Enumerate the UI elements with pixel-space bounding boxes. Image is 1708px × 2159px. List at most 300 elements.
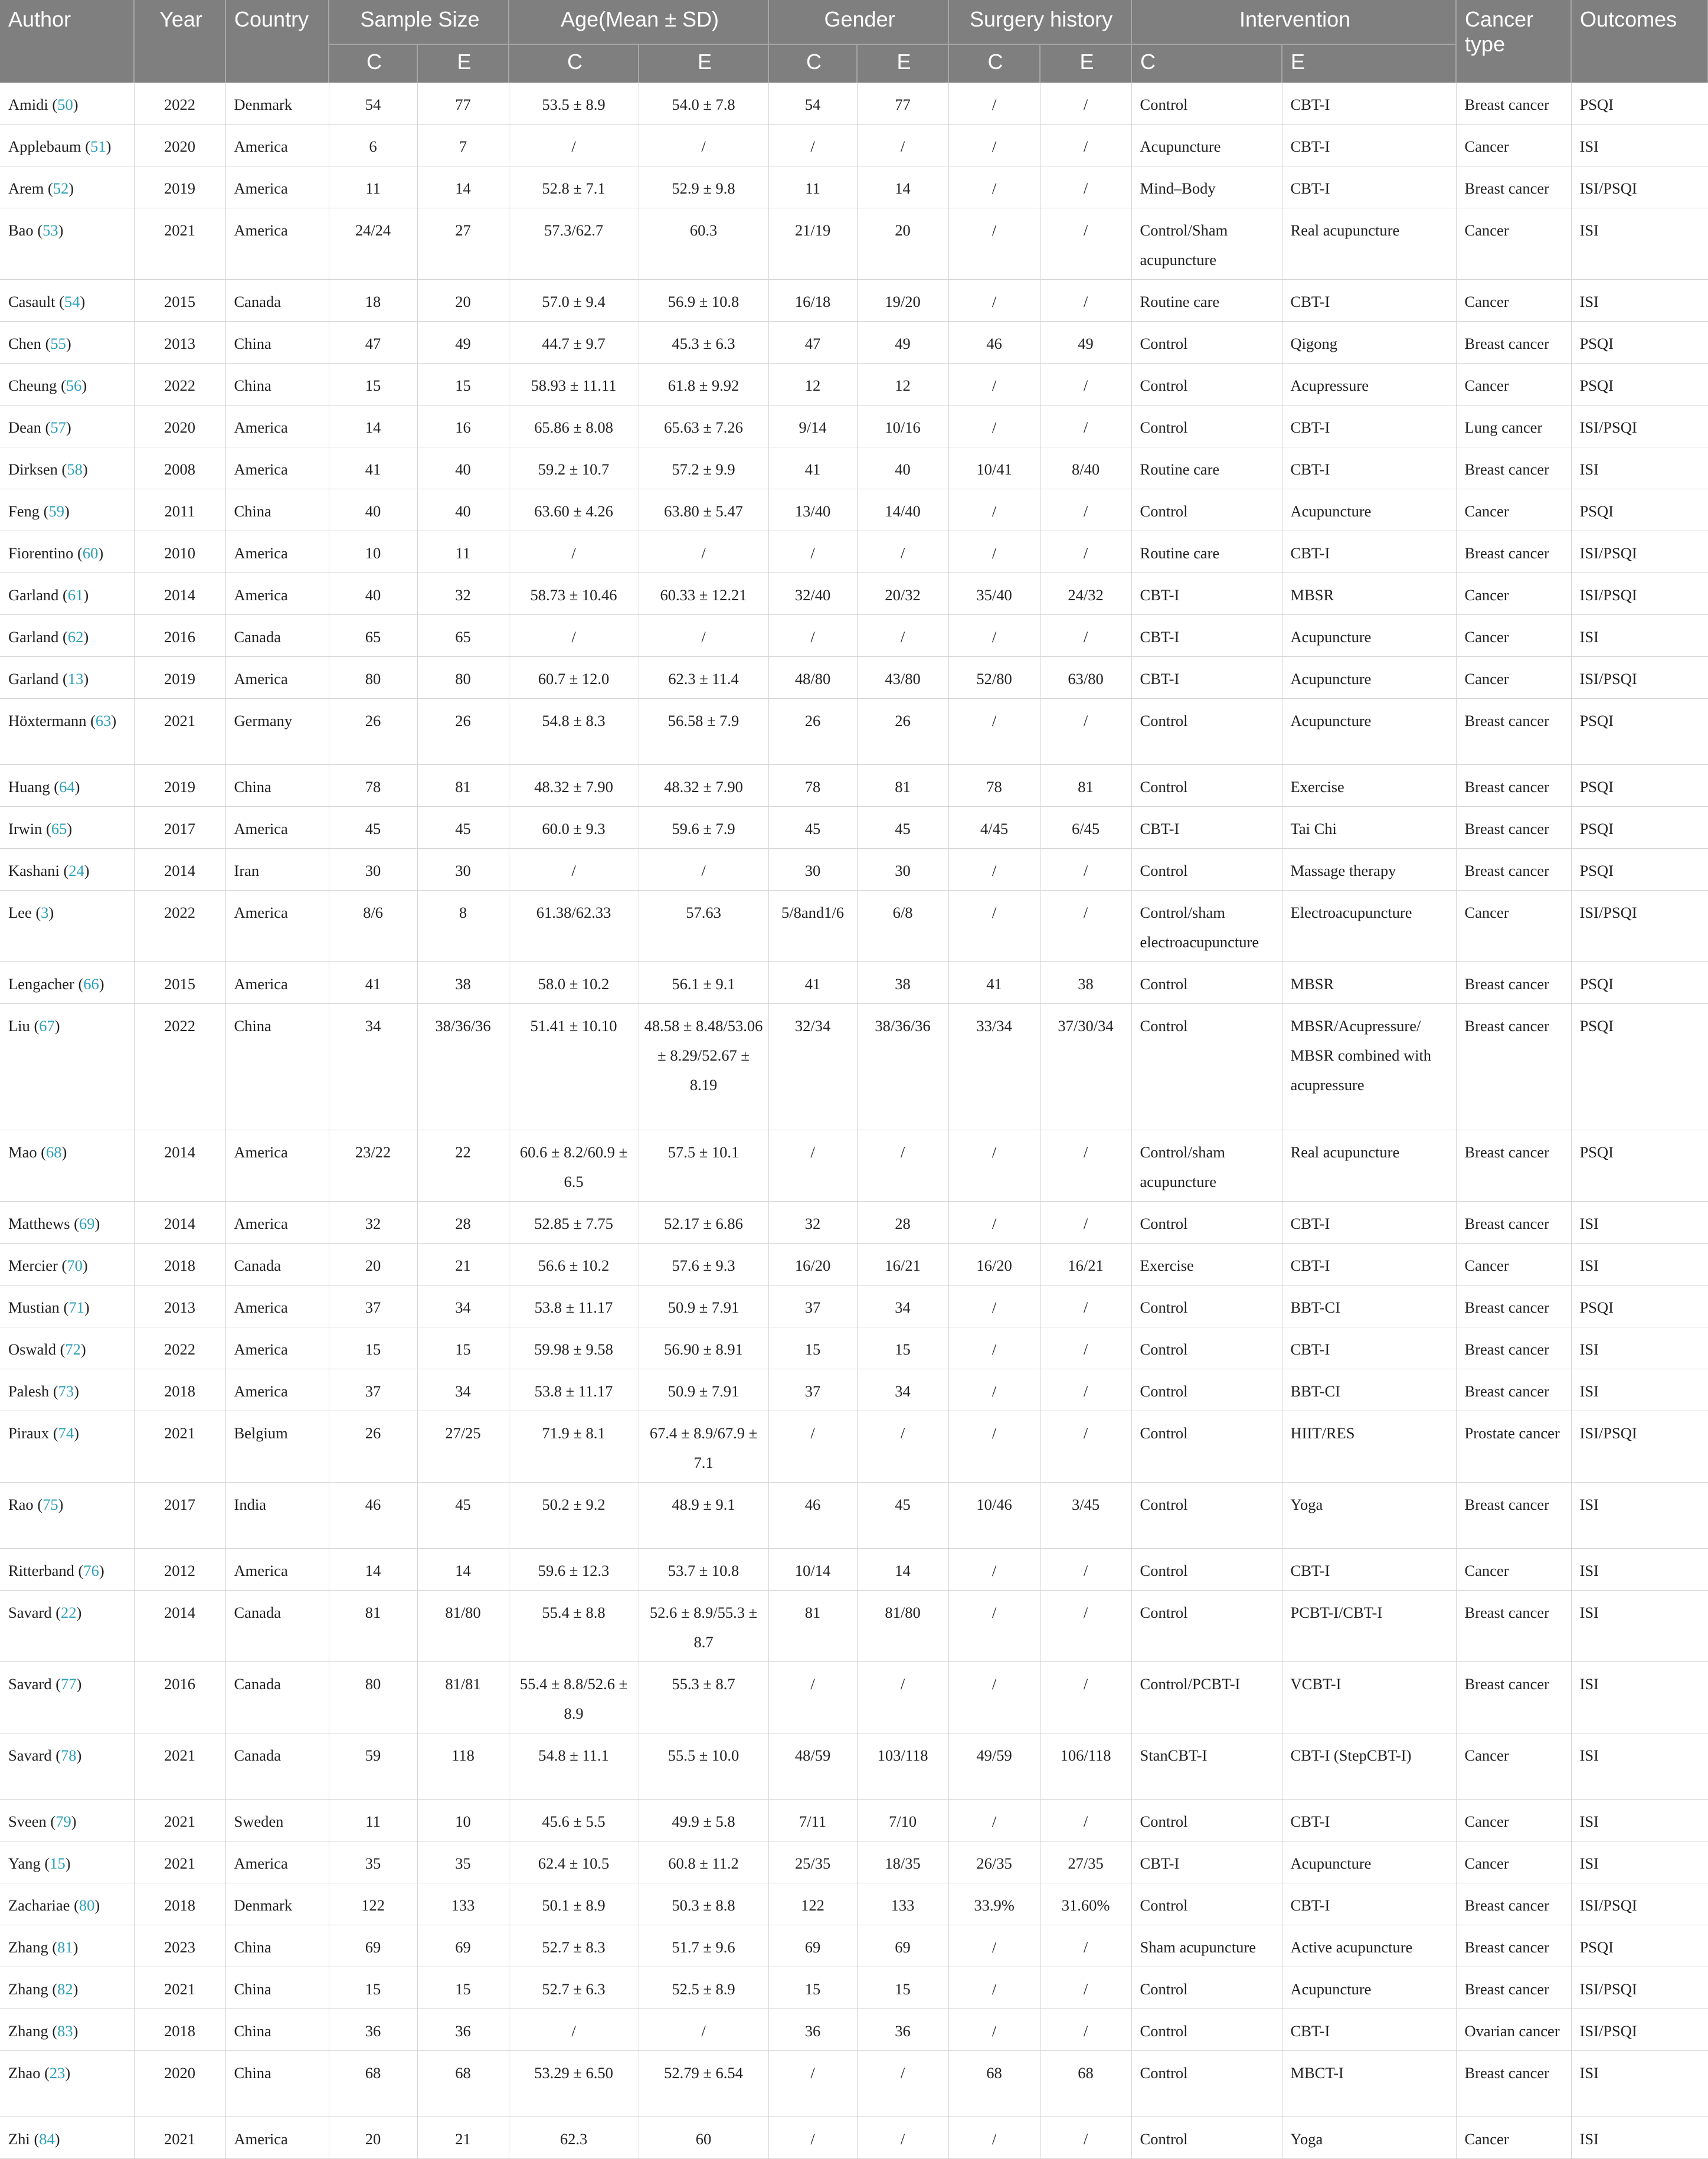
table-row [0,1285,1708,1327]
cell-intervention-c: Exercise [1131,1244,1282,1285]
reference-link[interactable]: 71 [68,1298,84,1316]
cell-sample-size-e: 27/25 [417,1411,509,1483]
author-name: Liu [8,1017,30,1035]
header-year: Year [134,0,225,83]
cell-outcomes: ISI [1571,1841,1708,1883]
cell-sample-size-c: 37 [329,1369,417,1411]
reference-link[interactable]: 74 [58,1424,74,1442]
cell-surgery-c: 78 [948,765,1040,807]
reference-link[interactable]: 53 [42,221,58,239]
cell-surgery-c: 46 [948,322,1040,364]
cell-intervention-e: CBT-I [1282,1549,1456,1591]
cell-age-c: 45.6 ± 5.5 [509,1800,639,1841]
cell-surgery-c: / [948,891,1040,962]
cell-year: 2014 [134,1130,225,1202]
cell-intervention-e: Acupuncture [1282,699,1456,765]
cell-age-e: 55.3 ± 8.7 [639,1662,768,1733]
cell-intervention-c: Control/sham acupuncture [1131,1130,1282,1202]
cell-age-c: 52.7 ± 6.3 [509,1967,639,2009]
cell-cancer-type: Breast cancer [1456,1591,1571,1662]
cell-age-c: 59.6 ± 12.3 [509,1549,639,1591]
cell-gender-e: 15 [857,1327,948,1369]
cell-surgery-e: / [1040,364,1131,405]
cell-outcomes: ISI/PSQI [1571,1883,1708,1925]
cell-sample-size-c: 54 [329,83,417,125]
cell-intervention-c: Control [1131,1004,1282,1130]
cell-age-e: 52.6 ± 8.9/55.3 ± 8.7 [639,1591,768,1662]
cell-age-e: 49.9 ± 5.8 [639,1800,768,1841]
cell-surgery-e: / [1040,208,1131,280]
cell-gender-e: 103/118 [857,1733,948,1800]
cell-age-e: 57.63 [639,891,768,962]
cell-country: Sweden [225,1800,329,1841]
cell-sample-size-e: 22 [417,1130,509,1202]
cell-intervention-c: Control [1131,1800,1282,1841]
cell-gender-e: 14 [857,1549,948,1591]
author-name: Lee [8,904,32,921]
reference-link[interactable]: 23 [49,2064,66,2082]
cell-age-e: 48.58 ± 8.48/53.06 ± 8.29/52.67 ± 8.19 [639,1004,768,1130]
cell-intervention-e: CBT-I [1282,1883,1456,1925]
cell-country: Canada [225,615,329,657]
cell-intervention-c: Control [1131,405,1282,447]
cell-surgery-c: 49/59 [948,1733,1040,1800]
header-country: Country [225,0,329,83]
cell-outcomes: ISI/PSQI [1571,1411,1708,1483]
reference-link[interactable]: 61 [67,586,84,604]
reference-link[interactable]: 82 [57,1980,73,1998]
cell-sample-size-c: 80 [329,1662,417,1733]
cell-author: Huang (64) [0,765,134,807]
cell-intervention-c: Control [1131,1202,1282,1244]
cell-cancer-type: Breast cancer [1456,1327,1571,1369]
cell-intervention-e: Real acupuncture [1282,208,1456,280]
cell-author: Casault (54) [0,280,134,322]
cell-year: 2016 [134,615,225,657]
cell-surgery-c: / [948,1411,1040,1483]
cell-surgery-c: / [948,1925,1040,1967]
cell-surgery-e: 81 [1040,765,1131,807]
cell-outcomes: PSQI [1571,1130,1708,1202]
reference-link[interactable]: 62 [67,628,84,646]
cell-surgery-e: 106/118 [1040,1733,1131,1800]
cell-intervention-c: Control [1131,322,1282,364]
cell-gender-c: 81 [768,1591,857,1662]
cell-cancer-type: Breast cancer [1456,1662,1571,1733]
cell-outcomes: PSQI [1571,849,1708,891]
reference-link[interactable]: 77 [61,1675,77,1693]
author-name: Fiorentino [8,544,74,562]
cell-surgery-c: 26/35 [948,1841,1040,1883]
cell-age-c: 57.3/62.7 [509,208,639,280]
cell-intervention-c: Control [1131,962,1282,1004]
author-name: Garland [8,670,59,688]
header-surgery-e: E [1040,44,1131,83]
cell-surgery-c: / [948,1327,1040,1369]
cell-author: Chen (55) [0,322,134,364]
cell-intervention-c: Control [1131,1411,1282,1483]
cell-age-c: 61.38/62.33 [509,891,639,962]
cell-age-e: 56.58 ± 7.9 [639,699,768,765]
cell-gender-c: / [768,1411,857,1483]
cell-intervention-c: Control [1131,765,1282,807]
header-intervention-e: E [1282,44,1456,83]
cell-country: Germany [225,699,329,765]
reference-link[interactable]: 58 [67,460,83,478]
cell-country: China [225,489,329,531]
cell-gender-c: 36 [768,2009,857,2051]
cell-surgery-e: / [1040,849,1131,891]
author-name: Höxtermann [8,712,87,730]
cell-gender-e: 133 [857,1883,948,1925]
cell-age-e: 53.7 ± 10.8 [639,1549,768,1591]
cell-age-c: 65.86 ± 8.08 [509,405,639,447]
cell-cancer-type: Breast cancer [1456,1004,1571,1130]
cell-surgery-e: 8/40 [1040,447,1131,489]
cell-surgery-e: 31.60% [1040,1883,1131,1925]
cell-age-e: / [639,615,768,657]
cell-surgery-c: / [948,1800,1040,1841]
cell-country: Iran [225,849,329,891]
reference-link[interactable]: 72 [65,1340,81,1358]
reference-link[interactable]: 68 [46,1143,62,1161]
reference-link[interactable]: 63 [95,712,112,730]
table-row [0,1841,1708,1883]
reference-link[interactable]: 76 [83,1562,99,1579]
reference-link[interactable]: 15 [50,1854,66,1872]
cell-author: Höxtermann (63) [0,699,134,765]
cell-author: Lengacher (66) [0,962,134,1004]
cell-age-e: 52.79 ± 6.54 [639,2051,768,2117]
cell-intervention-e: CBT-I [1282,280,1456,322]
reference-link[interactable]: 83 [57,2022,73,2040]
cell-author: Savard (78) [0,1733,134,1800]
reference-link[interactable]: 50 [57,96,73,113]
cell-year: 2011 [134,489,225,531]
author-name: Garland [8,586,59,604]
header-surgery-c: C [948,44,1040,83]
cell-surgery-e: / [1040,891,1131,962]
cell-sample-size-e: 49 [417,322,509,364]
cell-age-e: 62.3 ± 11.4 [639,657,768,699]
cell-cancer-type: Prostate cancer [1456,1411,1571,1483]
cell-cancer-type: Breast cancer [1456,765,1571,807]
cell-sample-size-c: 15 [329,1327,417,1369]
cell-sample-size-c: 32 [329,1202,417,1244]
author-name: Zhang [8,1980,48,1998]
cell-year: 2014 [134,849,225,891]
cell-age-e: 60 [639,2117,768,2159]
cell-sample-size-c: 37 [329,1285,417,1327]
cell-outcomes: ISI [1571,280,1708,322]
cell-sample-size-e: 81 [417,765,509,807]
cell-country: China [225,322,329,364]
cell-age-e: 56.90 ± 8.91 [639,1327,768,1369]
cell-age-c: 59.2 ± 10.7 [509,447,639,489]
cell-age-e: 54.0 ± 7.8 [639,83,768,125]
cell-intervention-c: Control [1131,489,1282,531]
reference-link[interactable]: 54 [64,293,80,310]
cell-year: 2020 [134,125,225,166]
table-row [0,849,1708,891]
cell-surgery-c: 68 [948,2051,1040,2117]
cell-year: 2012 [134,1549,225,1591]
cell-author: Matthews (69) [0,1202,134,1244]
cell-author: Feng (59) [0,489,134,531]
cell-intervention-e: Acupuncture [1282,657,1456,699]
reference-link[interactable]: 51 [90,138,106,155]
cell-gender-e: 14 [857,166,948,208]
cell-year: 2019 [134,166,225,208]
cell-country: America [225,962,329,1004]
author-name: Chen [8,335,41,352]
table-row [0,2051,1708,2117]
reference-link[interactable]: 81 [57,1938,73,1956]
cell-intervention-e: PCBT-I/CBT-I [1282,1591,1456,1662]
cell-intervention-e: MBCT-I [1282,2051,1456,2117]
cell-intervention-c: StanCBT-I [1131,1733,1282,1800]
cell-cancer-type: Breast cancer [1456,166,1571,208]
cell-age-c: 62.3 [509,2117,639,2159]
table-row [0,962,1708,1004]
cell-sample-size-c: 8/6 [329,891,417,962]
cell-gender-c: 32/34 [768,1004,857,1130]
cell-surgery-e: / [1040,699,1131,765]
cell-sample-size-e: 34 [417,1369,509,1411]
cell-age-c: / [509,125,639,166]
cell-surgery-e: / [1040,1202,1131,1244]
header-age-e: E [639,44,768,83]
cell-outcomes: ISI [1571,615,1708,657]
reference-link[interactable]: 13 [67,670,84,688]
cell-sample-size-e: 30 [417,849,509,891]
cell-age-e: / [639,125,768,166]
cell-surgery-c: / [948,1662,1040,1733]
cell-year: 2015 [134,280,225,322]
cell-cancer-type: Breast cancer [1456,962,1571,1004]
cell-country: America [225,891,329,962]
cell-sample-size-e: 26 [417,699,509,765]
reference-link[interactable]: 73 [58,1382,74,1400]
cell-sample-size-c: 11 [329,1800,417,1841]
cell-country: Denmark [225,83,329,125]
cell-sample-size-c: 40 [329,573,417,615]
cell-year: 2016 [134,1662,225,1733]
cell-surgery-e: / [1040,1130,1131,1202]
reference-link[interactable]: 84 [39,2130,55,2148]
reference-link[interactable]: 56 [66,377,82,394]
cell-gender-c: 9/14 [768,405,857,447]
author-name: Zhao [8,2064,41,2082]
cell-year: 2021 [134,1800,225,1841]
cell-author: Rao (75) [0,1483,134,1549]
cell-sample-size-e: 28 [417,1202,509,1244]
cell-surgery-e: / [1040,1549,1131,1591]
cell-author: Zachariae (80) [0,1883,134,1925]
author-name: Dean [8,418,41,436]
cell-outcomes: ISI [1571,1662,1708,1733]
cell-intervention-c: CBT-I [1131,657,1282,699]
cell-surgery-c: 10/46 [948,1483,1040,1549]
reference-link[interactable]: 3 [41,904,49,921]
cell-gender-c: / [768,2051,857,2117]
cell-author: Mercier (70) [0,1244,134,1285]
cell-gender-c: 25/35 [768,1841,857,1883]
cell-gender-c: 12 [768,364,857,405]
cell-sample-size-e: 133 [417,1883,509,1925]
cell-sample-size-e: 80 [417,657,509,699]
cell-surgery-e: 37/30/34 [1040,1004,1131,1130]
cell-intervention-c: Control [1131,1369,1282,1411]
cell-gender-e: / [857,615,948,657]
cell-author: Dean (57) [0,405,134,447]
cell-outcomes: PSQI [1571,699,1708,765]
reference-link[interactable]: 67 [39,1017,55,1035]
cell-age-e: / [639,849,768,891]
cell-gender-c: 45 [768,807,857,849]
cell-intervention-e: CBT-I [1282,1327,1456,1369]
cell-surgery-c: / [948,2009,1040,2051]
reference-link[interactable]: 57 [50,418,66,436]
cell-year: 2021 [134,699,225,765]
cell-gender-e: 34 [857,1285,948,1327]
cell-age-c: 58.93 ± 11.11 [509,364,639,405]
cell-author: Arem (52) [0,166,134,208]
cell-age-c: 59.98 ± 9.58 [509,1327,639,1369]
cell-gender-e: 36 [857,2009,948,2051]
cell-outcomes: PSQI [1571,364,1708,405]
author-name: Irwin [8,820,42,838]
cell-country: Canada [225,280,329,322]
cell-country: China [225,364,329,405]
reference-link[interactable]: 60 [82,544,99,562]
cell-year: 2020 [134,2051,225,2117]
cell-author: Ritterband (76) [0,1549,134,1591]
author-name: Feng [8,502,40,520]
author-name: Arem [8,179,44,197]
reference-link[interactable]: 65 [51,820,67,838]
reference-link[interactable]: 70 [67,1257,83,1274]
table-row [0,531,1708,573]
cell-sample-size-e: 11 [417,531,509,573]
reference-link[interactable]: 52 [53,179,69,197]
cell-age-e: 57.5 ± 10.1 [639,1130,768,1202]
cell-intervention-e: Acupuncture [1282,615,1456,657]
cell-gender-e: / [857,2051,948,2117]
cell-sample-size-c: 14 [329,1549,417,1591]
cell-country: America [225,2117,329,2159]
cell-sample-size-c: 24/24 [329,208,417,280]
author-name: Mustian [8,1298,60,1316]
cell-surgery-c: / [948,1285,1040,1327]
cell-gender-e: 12 [857,364,948,405]
author-name: Cheung [8,377,57,394]
cell-intervention-c: Control [1131,2009,1282,2051]
cell-surgery-e: / [1040,615,1131,657]
cell-sample-size-c: 36 [329,2009,417,2051]
table-row [0,1883,1708,1925]
cell-intervention-e: Electroacupuncture [1282,891,1456,962]
cell-age-e: 50.3 ± 8.8 [639,1883,768,1925]
cell-year: 2019 [134,765,225,807]
cell-age-e: 60.3 [639,208,768,280]
reference-link[interactable]: 24 [68,862,84,879]
cell-intervention-c: CBT-I [1131,573,1282,615]
cell-author: Garland (61) [0,573,134,615]
cell-outcomes: ISI [1571,1733,1708,1800]
cell-sample-size-e: 14 [417,166,509,208]
table-row [0,1004,1708,1130]
cell-gender-e: 20 [857,208,948,280]
cell-gender-e: 30 [857,849,948,891]
cell-cancer-type: Breast cancer [1456,1202,1571,1244]
cell-outcomes: ISI [1571,1369,1708,1411]
cell-sample-size-e: 40 [417,447,509,489]
cell-gender-c: 54 [768,83,857,125]
cell-age-c: / [509,615,639,657]
cell-cancer-type: Breast cancer [1456,447,1571,489]
author-name: Matthews [8,1215,70,1232]
reference-link[interactable]: 64 [59,778,75,796]
cell-gender-e: 43/80 [857,657,948,699]
table-row [0,1925,1708,1967]
cell-age-c: 60.7 ± 12.0 [509,657,639,699]
cell-surgery-c: / [948,699,1040,765]
cell-gender-c: / [768,2117,857,2159]
cell-surgery-c: / [948,125,1040,166]
cell-gender-e: 26 [857,699,948,765]
author-name: Huang [8,778,50,796]
author-name: Kashani [8,862,60,879]
cell-sample-size-c: 68 [329,2051,417,2117]
reference-link[interactable]: 75 [42,1496,58,1513]
reference-link[interactable]: 80 [78,1896,95,1914]
cell-surgery-e: / [1040,489,1131,531]
reference-link[interactable]: 22 [61,1604,77,1621]
cell-surgery-e: / [1040,1369,1131,1411]
cell-sample-size-c: 45 [329,807,417,849]
cell-sample-size-e: 36 [417,2009,509,2051]
cell-sample-size-e: 16 [417,405,509,447]
reference-link[interactable]: 59 [48,502,64,520]
cell-surgery-c: / [948,615,1040,657]
cell-country: Canada [225,1591,329,1662]
reference-link[interactable]: 78 [61,1746,77,1764]
cell-author: Liu (67) [0,1004,134,1130]
reference-link[interactable]: 55 [50,335,66,352]
cell-intervention-c: Mind–Body [1131,166,1282,208]
author-name: Zhang [8,2022,48,2040]
reference-link[interactable]: 79 [55,1813,71,1830]
reference-link[interactable]: 66 [83,975,99,993]
cell-surgery-e: / [1040,1591,1131,1662]
cell-surgery-e: / [1040,166,1131,208]
cell-author: Applebaum (51) [0,125,134,166]
cell-country: America [225,531,329,573]
cell-age-e: 50.9 ± 7.91 [639,1285,768,1327]
table-row [0,1411,1708,1483]
cell-outcomes: ISI [1571,125,1708,166]
cell-gender-e: 6/8 [857,891,948,962]
cell-country: America [225,1549,329,1591]
table-row [0,1202,1708,1244]
header-sample-size-e: E [417,44,509,83]
cell-intervention-c: Routine care [1131,447,1282,489]
reference-link[interactable]: 69 [78,1215,95,1232]
cell-author: Lee (3) [0,891,134,962]
cell-surgery-c: / [948,1202,1040,1244]
cell-sample-size-e: 38/36/36 [417,1004,509,1130]
